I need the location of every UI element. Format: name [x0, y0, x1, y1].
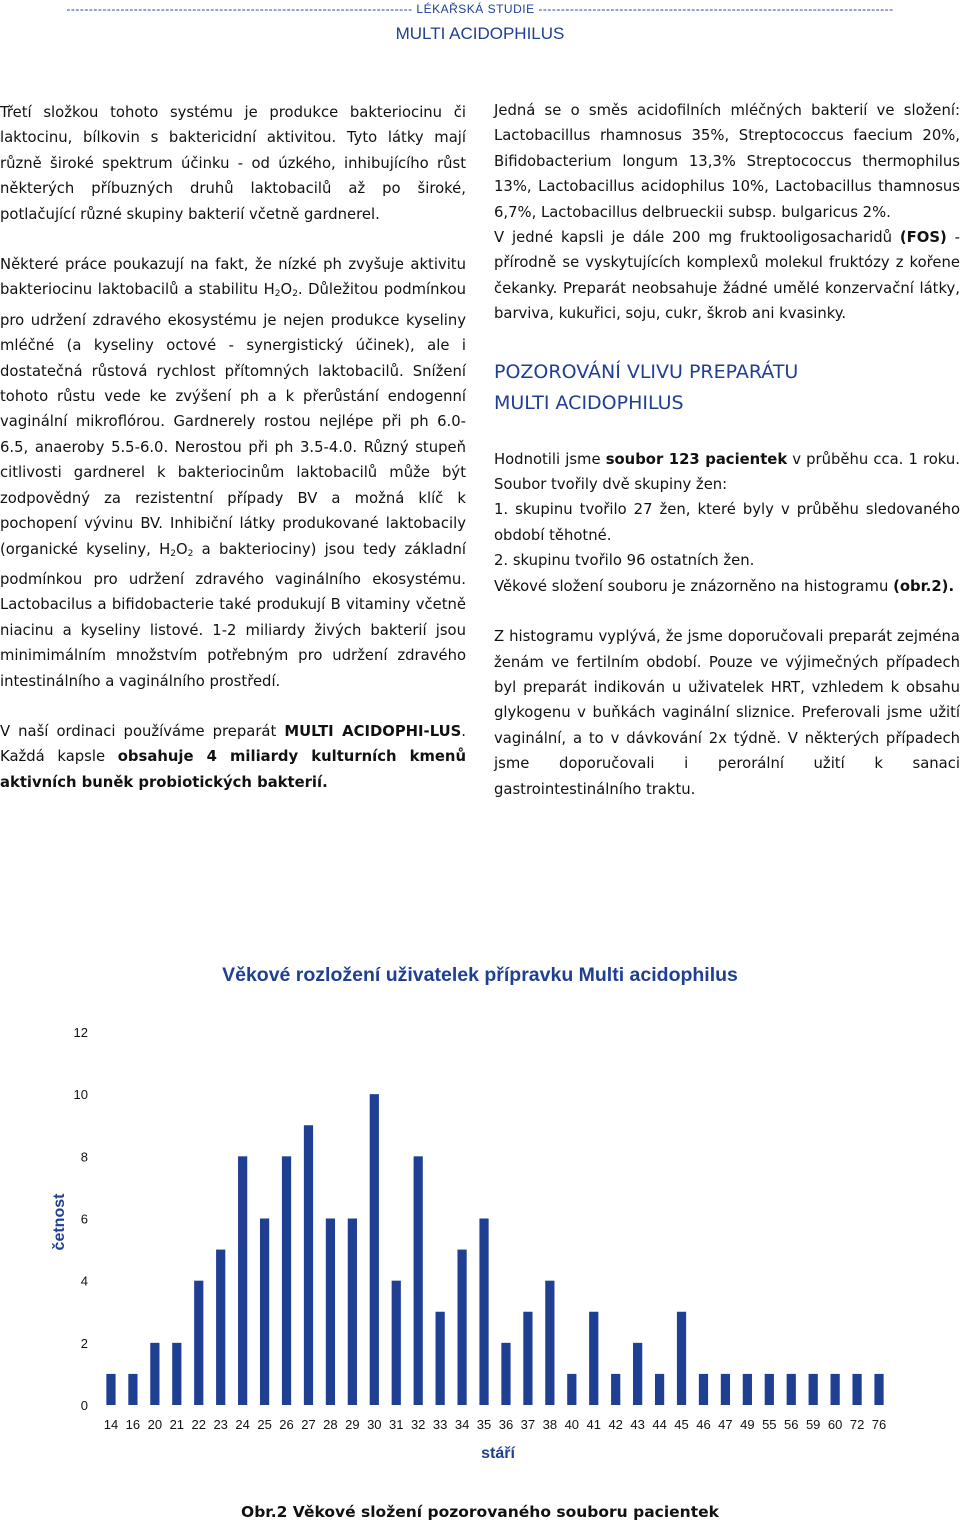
- left-paragraph-1: Třetí složkou tohoto systému je produkce bakteriocinu či laktocinu, bílkovin s baktericidní aktivitou. Tyto látky mají různě široké spektrum účinku - od úzkého, inhibujícího růst některých příbuzných druhů laktobacilů až po široké, potlačující různé skupiny bakterií včetně gardnerel.: [0, 104, 466, 223]
- x-tick-label: 34: [454, 1417, 470, 1432]
- text-run: Některé práce poukazují na fakt, že nízké ph zvyšuje aktivitu bakteriocinu laktobacilů a stabilitu H: [0, 256, 466, 299]
- bar-age-14: [106, 1374, 115, 1405]
- text-run: . Každá kapsle: [0, 722, 466, 766]
- bar-age-25: [260, 1219, 269, 1406]
- x-tick-label: 35: [476, 1417, 492, 1432]
- bar-age-49: [743, 1374, 752, 1405]
- bar-age-56: [787, 1374, 796, 1405]
- figure-ref: (obr.2).: [893, 577, 955, 595]
- text-run: . Důležitou podmínkou pro udržení zdravého ekosystému je nejen produkce kyseliny mléčné (a kyseliny octové - synergistický účinek), ale i dostatečná růstová rychlost přítomných laktobacilů. Snížení tohoto růstu vede ke zvýšení ph a k přerůstání endogenní vaginální mikroflórou. Gardnerely rostou nejlépe při ph 6.0-6.5, anaeroby 5.5-6.0. Nerostou při ph 3.5-4.0. Různý stupeň citlivosti gardnerel k bakteriocinům laktobacilů může být zodpovědný za rezistentní případy BV a možná klíč k pochopení vývinu BV. Inhibiční látky produkované laktobacily (organické kyseliny, H: [0, 281, 466, 558]
- bar-age-36: [501, 1343, 510, 1405]
- bar-age-34: [457, 1250, 466, 1405]
- bar-age-47: [721, 1374, 730, 1405]
- bold-text: obsahuje 4 miliardy kulturních kmenů aktivních buněk probiotických bakterií.: [0, 748, 467, 791]
- bar-age-37: [523, 1312, 532, 1405]
- bar-age-40: [567, 1374, 576, 1405]
- figure-caption: Obr.2 Věkové složení pozorovaného souboru pacientek: [241, 1503, 719, 1521]
- section-heading: [494, 357, 960, 419]
- bar-age-44: [655, 1374, 664, 1405]
- product-name: MULTI ACIDOPHI-LUS: [284, 722, 462, 740]
- x-tick-label: 55: [762, 1417, 777, 1432]
- header-rule: ----------------------------------------------------------------------------- LÉKAŘSKÁ STUDIE -------------------------------------------------------------------------------: [66, 2, 894, 16]
- bar-age-55: [765, 1374, 774, 1405]
- x-tick-label: 33: [432, 1417, 448, 1432]
- x-tick-label: 41: [586, 1417, 601, 1432]
- x-tick-label: 56: [784, 1417, 799, 1432]
- left-paragraph-2: [0, 252, 466, 694]
- right-paragraph-6: [494, 574, 960, 599]
- right-column: [494, 98, 960, 802]
- bar-age-38: [545, 1281, 554, 1405]
- bar-age-59: [809, 1374, 818, 1405]
- bar-age-30: [370, 1094, 379, 1405]
- chart-title: Věkové rozložení uživatelek přípravku Multi acidophilus: [222, 964, 738, 986]
- y-tick-label: 8: [80, 1149, 88, 1165]
- x-tick-label: 40: [564, 1417, 580, 1432]
- bar-age-26: [282, 1156, 291, 1405]
- right-paragraph-3: [494, 447, 960, 498]
- bar-age-43: [633, 1343, 642, 1405]
- subscript: 2: [274, 289, 281, 300]
- x-tick-label: 32: [410, 1417, 426, 1432]
- x-tick-label: 16: [125, 1417, 141, 1432]
- left-paragraph-3: [0, 719, 466, 795]
- x-tick-label: 59: [805, 1417, 821, 1432]
- text-run: Hodnotili jsme: [494, 450, 606, 468]
- bar-age-21: [172, 1343, 181, 1405]
- x-tick-label: 29: [345, 1417, 360, 1432]
- x-tick-label: 21: [169, 1417, 185, 1432]
- x-tick-label: 36: [498, 1417, 514, 1432]
- x-tick-label: 47: [718, 1417, 733, 1432]
- text-run: O: [175, 540, 188, 558]
- heading-line: MULTI ACIDOPHILUS: [494, 391, 684, 414]
- right-paragraph-1: Jedná se o směs acidofilních mléčných bakterií ve složení: Lactobacillus rhamnosus 35%, Streptococcus faecium 20%, Bifidobacterium longum 13,3% Streptococcus thermophilus 13%, Lactobacillus acidophilus 10%, Lactobacillus thamnosus 6,7%, Lactobacillus delbrueckii subsp. bulgaricus 2%.: [494, 102, 960, 221]
- x-tick-label: 76: [871, 1417, 887, 1432]
- bar-age-35: [479, 1219, 488, 1406]
- bar-age-24: [238, 1156, 247, 1405]
- bar-age-23: [216, 1250, 225, 1405]
- x-tick-label: 22: [191, 1417, 206, 1432]
- y-tick-label: 4: [80, 1273, 88, 1289]
- y-tick-label: 10: [73, 1087, 88, 1103]
- bold-text: soubor 123 pacientek: [605, 450, 788, 468]
- text-run: O: [280, 281, 293, 299]
- x-tick-label: 31: [389, 1417, 404, 1432]
- y-tick-label: 6: [80, 1211, 88, 1227]
- x-tick-label: 23: [213, 1417, 228, 1432]
- x-tick-label: 43: [630, 1417, 645, 1432]
- bar-age-29: [348, 1219, 357, 1406]
- x-tick-label: 20: [147, 1417, 163, 1432]
- x-tick-label: 25: [257, 1417, 272, 1432]
- x-tick-label: 44: [652, 1417, 667, 1432]
- bar-age-27: [304, 1125, 313, 1405]
- running-title: MULTI ACIDOPHILUS: [395, 24, 565, 43]
- text-run: Věkové složení souboru je znázorněno na histogramu: [494, 577, 894, 595]
- x-tick-label: 30: [367, 1417, 382, 1432]
- bar-age-46: [699, 1374, 708, 1405]
- right-paragraph-2: [494, 225, 960, 327]
- x-tick-label: 49: [740, 1417, 755, 1432]
- text-run: a bakteriociny) jsou tedy základní podmínkou pro udržení zdravého vaginálního ekosystému. Lactobacilus a bifidobacterie také produkují B vitaminy včetně niacinu a kyseliny listové. 1-2 miliardy živých bakterií jsou minimimálním množstvím potřebným pro udržení zdravého intestinálního a vaginálního prostředí.: [0, 540, 466, 690]
- histogram-chart: [0, 1000, 960, 1470]
- subscript: 2: [292, 289, 298, 300]
- bar-age-72: [852, 1374, 861, 1405]
- text-run: - přírodně se vyskytujících komplexů molekul fruktózy z kořene čekanky. Preparát neobsahuje žádné umělé konzervační látky, barviva, kukuřici, soju, cukr, škrob ani kvasinky.: [494, 229, 960, 323]
- text-run: V naší ordinaci používáme preparát: [0, 722, 285, 740]
- right-paragraph-7: Z histogramu vyplývá, že jsme doporučovali preparát zejména ženám ve fertilním období. Pouze ve výjimečných případech byl preparát indikován u uživatelek HRT, vzhledem k obsahu glykogenu v buňkách vaginální sliznice. Preferovali jsme užití vaginální, a to v dávkování 2x týdně. V některých případech jsme doporučovali i perorální užití k sanaci gastrointestinálního traktu.: [494, 628, 960, 798]
- bar-age-22: [194, 1281, 203, 1405]
- heading-line: POZOROVÁNÍ VLIVU PREPARÁTU: [494, 360, 799, 383]
- bar-age-32: [414, 1156, 423, 1405]
- right-paragraph-5: 2. skupinu tvořilo 96 ostatních žen.: [494, 552, 755, 570]
- y-tick-label: 12: [73, 1025, 88, 1040]
- subscript: 2: [187, 548, 194, 559]
- bar-age-76: [874, 1374, 883, 1405]
- bar-age-16: [128, 1374, 137, 1405]
- x-tick-label: 24: [235, 1417, 250, 1432]
- bar-age-33: [436, 1312, 445, 1405]
- bar-age-41: [589, 1312, 598, 1405]
- bold-text: (FOS): [899, 229, 947, 247]
- bar-age-60: [831, 1374, 840, 1405]
- x-tick-label: 26: [279, 1417, 294, 1432]
- subscript: 2: [170, 548, 176, 559]
- x-tick-label: 28: [323, 1417, 338, 1432]
- text-run: V jedné kapsli je dále 200 mg fruktooligosacharidů: [494, 229, 900, 247]
- bar-age-45: [677, 1312, 686, 1405]
- x-axis-label: stáří: [481, 1445, 515, 1462]
- x-tick-label: 46: [696, 1417, 711, 1432]
- text-run: v průběhu cca. 1 roku. Soubor tvořily dvě skupiny žen:: [494, 450, 960, 494]
- bar-age-42: [611, 1374, 620, 1405]
- y-tick-label: 2: [80, 1335, 88, 1351]
- bar-age-28: [326, 1219, 335, 1406]
- bar-age-20: [150, 1343, 159, 1405]
- x-tick-label: 38: [542, 1417, 558, 1432]
- x-tick-label: 60: [827, 1417, 843, 1432]
- x-tick-label: 37: [520, 1417, 536, 1432]
- left-column: [0, 100, 466, 795]
- x-tick-label: 45: [674, 1417, 689, 1432]
- y-tick-label: 0: [80, 1398, 88, 1413]
- x-tick-label: 14: [103, 1417, 119, 1432]
- bar-age-31: [392, 1281, 401, 1405]
- x-tick-label: 27: [301, 1417, 316, 1432]
- y-axis-label: četnost: [51, 1193, 68, 1251]
- x-tick-label: 72: [849, 1417, 865, 1432]
- right-paragraph-4: 1. skupinu tvořilo 27 žen, které byly v průběhu sledovaného období těhotné.: [494, 501, 960, 544]
- x-tick-label: 42: [608, 1417, 623, 1432]
